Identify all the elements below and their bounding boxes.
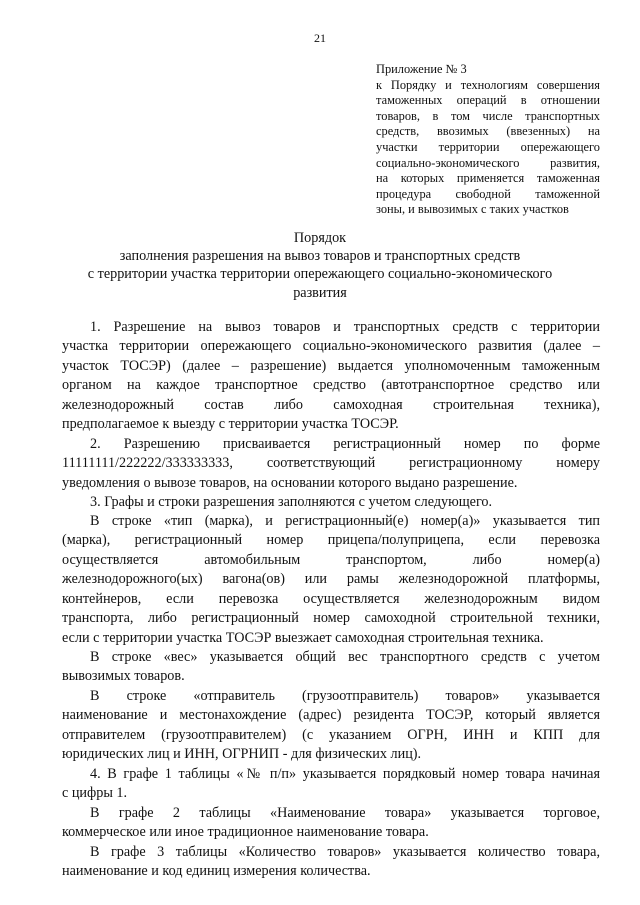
body-line: наименование и местонахождение (адрес) резидента ТОСЭР, который является [62,707,600,723]
body-line: В строке «тип (марка), и регистрационный(е) номер(а)» указывается тип [90,513,600,529]
paragraph-weight-cont [62,667,600,687]
body-line: осуществляется автомобильным транспортом, либо номер(а) [62,551,600,568]
body-line: 3. Графы и строки разрешения заполняются с учетом следующего. [90,494,493,510]
body-line: коммерческое или иное традиционное наименование товара. [62,824,429,840]
paragraph-1-cont [62,337,600,435]
appendix-line: средств, ввозимых (ввезенных) на [376,124,600,139]
body-line: с цифры 1. [62,785,128,801]
body-line: если с территории участка ТОСЭР выезжает самоходная строительная техника. [62,629,544,646]
appendix-line: товаров, в том числе транспортных [376,108,600,123]
page-number: 21 [314,31,326,45]
appendix-line: участки территории опережающего [376,139,600,154]
paragraph-4-cont [62,784,600,804]
paragraph-col2 [90,804,600,824]
paragraph-col2-cont [62,823,600,843]
paragraph-type [90,512,600,532]
body-line: железнодорожный состав либо самоходная строительная техника), [62,396,600,413]
appendix-line: процедура свободной таможенной [376,186,600,201]
document-title-line: с территории участка территории опережающего социально-экономического [87,266,553,282]
appendix-line: зоны, и вывозимых с таких участков [376,202,569,217]
appendix-line: таможенных операций в отношении [376,93,600,108]
body-line: железнодорожного(ых) вагона(ов) или рамы железнодорожной платформы, [62,571,600,588]
body-line: наименование и код единиц измерения количества. [62,863,371,879]
body-line: В строке «вес» указывается общий вес транспортного средств с учетом [90,649,600,665]
paragraph-3 [90,493,600,513]
paragraph-2 [90,435,600,455]
paragraph-weight [90,648,600,668]
paragraph-2-cont [62,454,600,493]
appendix-label: Приложение № 3 [376,62,467,76]
body-line: предполагаемое к выезду с территории участка ТОСЭР. [62,416,399,433]
body-line: (марка), регистрационный номер прицепа/полуприцепа, если перевозка [62,532,600,548]
paragraph-1 [90,318,600,338]
paragraph-4 [90,765,600,785]
body-line: контейнеров, если перевозка осуществляется железнодорожным видом [62,590,600,607]
body-line: уведомления о вывозе товаров, на основании которого выдано разрешение. [62,474,518,491]
body-line: транспорта, либо регистрационный номер самоходной строительной техники, [62,610,600,627]
body-line: 11111111/222222/333333333, соответствующий регистрационному номеру [62,455,600,471]
paragraph-col3-cont [62,862,600,882]
document-title-line: заполнения разрешения на вывоз товаров и транспортных средств [119,248,521,264]
appendix-line: социально-экономического развития, [376,155,600,170]
body-line: отправителем (грузоотправителем) (с указанием ОГРН, ИНН и КПП для [62,726,600,743]
body-line: 1. Разрешение на вывоз товаров и транспортных средств с территории [90,319,600,335]
body-line: вывозимых товаров. [62,668,185,684]
paragraph-sender [90,687,600,707]
body-line: 4. В графе 1 таблицы «№ п/п» указывается порядковый номер товара начиная [90,766,600,782]
body-line: юридических лиц и ИНН, ОГРНИП - для физических лиц). [62,746,422,763]
body-line: органом на каждое транспортное средство (автотранспортное средство или [62,377,600,394]
paragraph-sender-cont [62,706,600,765]
document-heading: Порядок [293,230,347,246]
body-line: В строке «отправитель (грузоотправитель) товаров» указывается [90,688,600,704]
document-title-line: развития [293,285,347,301]
appendix-line: к Порядку и технологиям совершения [376,77,600,92]
paragraph-type-cont [62,531,600,649]
body-line: 2. Разрешению присваивается регистрационный номер по форме [90,436,600,452]
body-line: В графе 3 таблицы «Количество товаров» указывается количество товара, [90,844,600,860]
body-line: участка территории опережающего социально-экономического развития (далее – [62,338,600,354]
body-line: В графе 2 таблицы «Наименование товара» указывается торговое, [90,805,600,821]
body-line: участок ТОСЭР) (далее – разрешение) выдается уполномоченным таможенным [62,357,600,374]
appendix-line: на которых применяется таможенная [376,171,600,186]
appendix-note [376,62,600,218]
paragraph-col3 [90,843,600,863]
